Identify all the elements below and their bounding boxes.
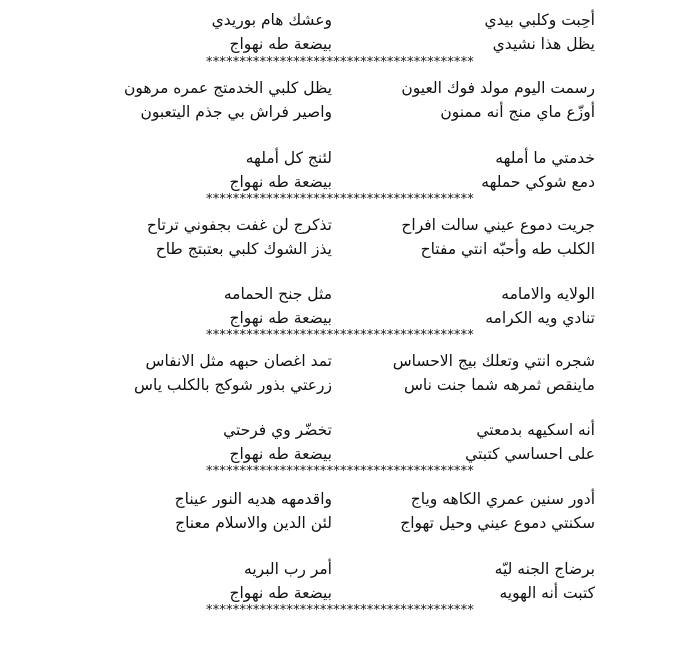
verse-right: الكلب طه وأحبّه انتي مفتاح	[420, 240, 595, 258]
verse-right: كتبت أنه الهويه	[499, 584, 595, 602]
verse-left: وعشك هام بوريدي	[211, 11, 332, 29]
verse-left: تذكرج لن غفت بجفوني ترتاح	[146, 216, 332, 234]
verse-left: بيضعة طه نهواج	[229, 173, 332, 191]
verse-left: أمر رب البريه	[244, 560, 332, 578]
separator: ****************************************	[206, 604, 474, 618]
verse-right: جريت دموع عيني سالت افراح	[401, 216, 595, 234]
separator: ****************************************	[206, 329, 474, 343]
separator: ****************************************	[206, 193, 474, 207]
verse-left: مثل جنح الحمامه	[223, 285, 332, 303]
verse-left: زرعتي بذور شوكج بالكلب ياس	[134, 376, 332, 394]
verse-right: برضاج الجنه ليّه	[494, 560, 595, 578]
verse-left: واصير فراش بي جذم اليتعبون	[140, 103, 332, 121]
separator: ****************************************	[206, 56, 474, 70]
verse-right: رسمت اليوم مولد فوك العيون	[401, 79, 595, 97]
verse-left: يظل كلبي الخدمتج عمره مرهون	[123, 79, 332, 97]
verse-right: شجره انتي وتعلك بيج الاحساس	[392, 352, 595, 370]
verse-left: بيضعة طه نهواج	[229, 445, 332, 463]
verse-right: دمع شوكي حملهه	[481, 173, 595, 191]
verse-left: بيضعة طه نهواج	[229, 584, 332, 602]
verse-right: تنادي ويه الكرامه	[485, 309, 595, 327]
verse-left: بيضعة طه نهواج	[229, 309, 332, 327]
verse-left: لئن الدين والاسلام معناج	[175, 514, 332, 532]
verse-left: واقدمهه هديه النور عيناج	[174, 490, 332, 508]
verse-left: بيضعة طه نهواج	[229, 35, 332, 53]
verse-right: على احساسي كتبتي	[465, 445, 595, 463]
verse-right: سكنتي دموع عيني وحيل تهواج	[400, 514, 595, 532]
verse-right: الولايه والامامه	[501, 285, 595, 303]
verse-right: أنه اسكيهه بدمعتي	[476, 421, 595, 439]
verse-right: أحِبت وكلبي بيدي	[484, 11, 595, 29]
verse-right: يظل هذا نشيدي	[492, 35, 595, 53]
verse-right: أوزّع ماي منج أنه ممنون	[440, 103, 595, 121]
verse-left: يذز الشوك كلبي بعتبتج طاح	[155, 240, 332, 258]
verse-left: تخضّر وي فرحتي	[223, 421, 332, 439]
verse-left: لئنج كل أملهه	[245, 149, 332, 167]
verse-right: ماينقص ثمرهه شما جنت ناس	[404, 376, 595, 394]
verse-right: أدور سنين عمري الكاهه وياج	[410, 490, 595, 508]
verse-left: تمد اغصان حبهه مثل الانفاس	[145, 352, 332, 370]
separator: ****************************************	[206, 465, 474, 479]
verse-right: خدمتي ما أملهه	[495, 149, 595, 167]
